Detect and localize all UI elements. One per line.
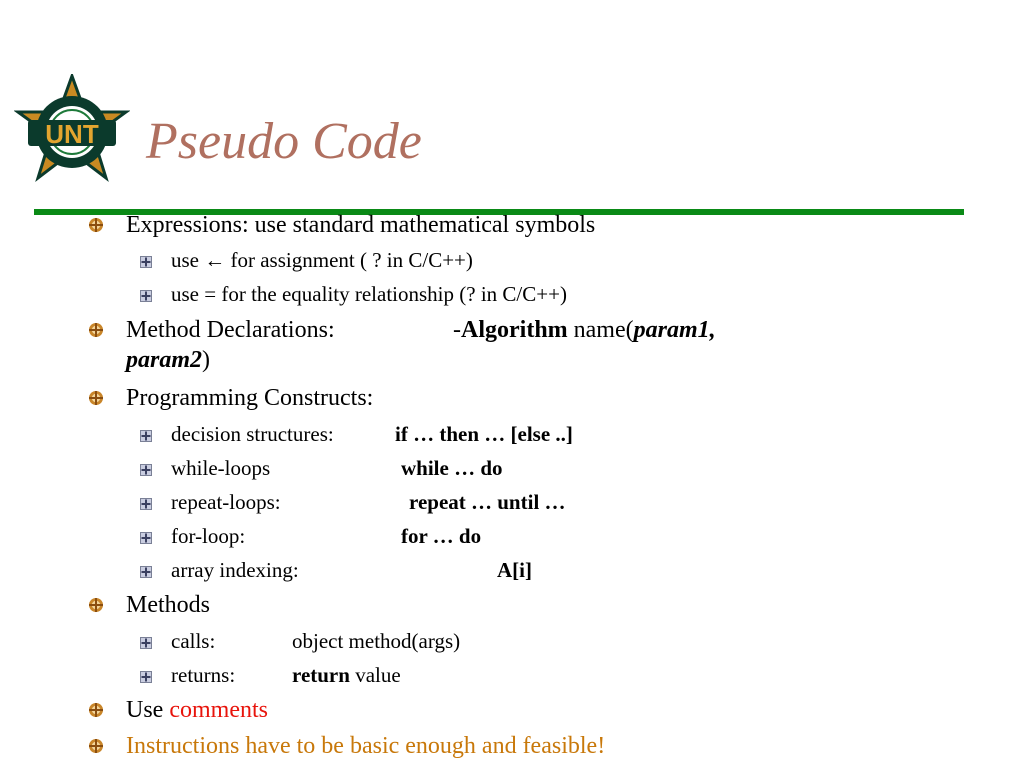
method-name: name( [567, 317, 634, 343]
svg-text:UNT: UNT [45, 119, 99, 149]
bullet-instructions: Instructions have to be basic enough and feasible! [126, 733, 606, 759]
construct-code-array: A[i] [497, 558, 532, 582]
sub-bullet-icon [140, 464, 152, 476]
comments-highlight: comments [169, 697, 268, 723]
bullet-programming-constructs: Programming Constructs: [126, 385, 374, 411]
return-value: value [349, 663, 401, 687]
method-close-paren: ) [202, 347, 211, 373]
sub-bullet-icon [140, 671, 152, 683]
construct-label-while: while-loops [171, 456, 271, 480]
bullet-method-declarations [126, 316, 335, 345]
methods-calls-label: calls: [171, 629, 216, 653]
methods-returns-value [292, 662, 401, 688]
use-prefix: Use [126, 697, 170, 723]
bullet-icon [88, 702, 104, 718]
bullet-methods: Methods [126, 592, 210, 618]
methods-calls-value: object method(args) [292, 629, 461, 653]
algorithm-keyword: Algorithm [461, 317, 568, 343]
construct-code-while: while … do [401, 456, 503, 480]
sub-bullet-icon [140, 290, 152, 302]
construct-label-repeat: repeat-loops: [171, 490, 281, 514]
sub-bullet-assignment: use ← for assignment ( ? in C/C++) [171, 248, 473, 272]
param2: param2 [126, 347, 203, 373]
bullet-icon [88, 217, 104, 233]
sub-bullet-equality: use = for the equality relationship (? in C/C++) [171, 282, 567, 306]
construct-code-repeat: repeat … until … [409, 490, 566, 514]
sub-bullet-icon [140, 532, 152, 544]
method-declarations-label: Method Declarations: [126, 317, 335, 343]
method-signature-continued [126, 346, 210, 375]
sub-bullet-icon [140, 498, 152, 510]
unt-logo-graphic [14, 74, 130, 184]
bullet-use-comments [126, 696, 268, 725]
slide-title: Pseudo Code [146, 113, 422, 170]
construct-code-decision: if … then … [else ..] [395, 422, 573, 446]
methods-returns-label: returns: [171, 663, 236, 687]
sub-bullet-icon [140, 637, 152, 649]
bullet-icon [88, 738, 104, 754]
bullet-icon [88, 597, 104, 613]
method-signature [453, 316, 716, 345]
sub-bullet-icon [140, 256, 152, 268]
method-dash: - [453, 317, 461, 343]
construct-label-decision: decision structures: [171, 422, 334, 446]
param1: param1, [633, 317, 716, 343]
sub-bullet-icon [140, 566, 152, 578]
unt-logo [14, 74, 130, 184]
return-keyword: return [292, 663, 350, 687]
bullet-icon [88, 390, 104, 406]
sub-bullet-icon [140, 430, 152, 442]
bullet-icon [88, 322, 104, 338]
construct-label-array: array indexing: [171, 558, 299, 582]
construct-code-for: for … do [401, 524, 482, 548]
bullet-expressions: Expressions: use standard mathematical symbols [126, 212, 596, 238]
construct-label-for: for-loop: [171, 524, 246, 548]
